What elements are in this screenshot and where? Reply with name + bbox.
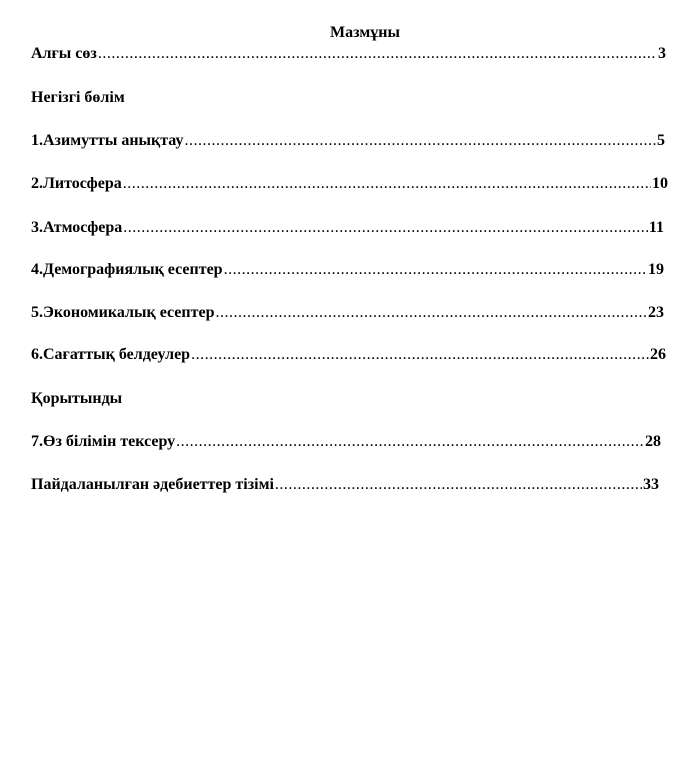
- toc-dot-leader: [215, 303, 647, 323]
- toc-dot-leader: [275, 475, 642, 495]
- toc-entry-label: 1.Азимутты анықтау: [31, 132, 184, 149]
- toc-entry-page: 28: [645, 433, 661, 450]
- toc-entry-azimuth: [31, 131, 665, 151]
- toc-entry-label: Пайдаланылған әдебиеттер тізімі: [31, 476, 274, 493]
- toc-entry-page: 10: [652, 175, 668, 192]
- toc-dot-leader: [123, 218, 648, 238]
- toc-dot-leader: [224, 260, 647, 280]
- toc-entry-references: [31, 475, 659, 495]
- toc-entry-label: 3.Атмосфера: [31, 219, 123, 236]
- toc-entry-time-zones: [31, 345, 666, 365]
- toc-entry-economics: [31, 303, 664, 323]
- toc-entry-label: 6.Сағаттық белдеулер: [31, 346, 191, 363]
- toc-entry-page: 19: [648, 261, 664, 278]
- toc-dot-leader: [98, 44, 657, 64]
- toc-entry-page: 23: [648, 304, 664, 321]
- toc-dot-leader: [123, 174, 651, 194]
- toc-entry-page: 3: [658, 45, 666, 62]
- toc-entry-page: 5: [657, 132, 665, 149]
- toc-entry-label: 5.Экономикалық есептер: [31, 304, 215, 321]
- toc-dot-leader: [191, 345, 649, 365]
- toc-section-heading-main: Негізгі бөлім: [31, 89, 125, 106]
- toc-entry-self-check: [31, 432, 661, 452]
- toc-entry-label: 4.Демографиялық есептер: [31, 261, 223, 278]
- toc-entry-label: Алғы сөз: [31, 45, 97, 62]
- toc-dot-leader: [176, 432, 644, 452]
- toc-entry-label: 2.Литосфера: [31, 175, 122, 192]
- toc-entry-label: 7.Өз білімін тексеру: [31, 433, 176, 450]
- toc-entry-page: 33: [643, 476, 659, 493]
- toc-entry-lithosphere: [31, 174, 668, 194]
- toc-entry-page: 11: [648, 219, 664, 236]
- toc-entry-demography: [31, 260, 664, 280]
- toc-entry-atmosphere: [31, 218, 664, 238]
- toc-entry-foreword: [31, 44, 666, 64]
- toc-title: Мазмұны: [330, 24, 400, 41]
- toc-section-heading-conclusion: Қорытынды: [31, 390, 123, 407]
- toc-entry-page: 26: [650, 346, 666, 363]
- toc-dot-leader: [184, 131, 656, 151]
